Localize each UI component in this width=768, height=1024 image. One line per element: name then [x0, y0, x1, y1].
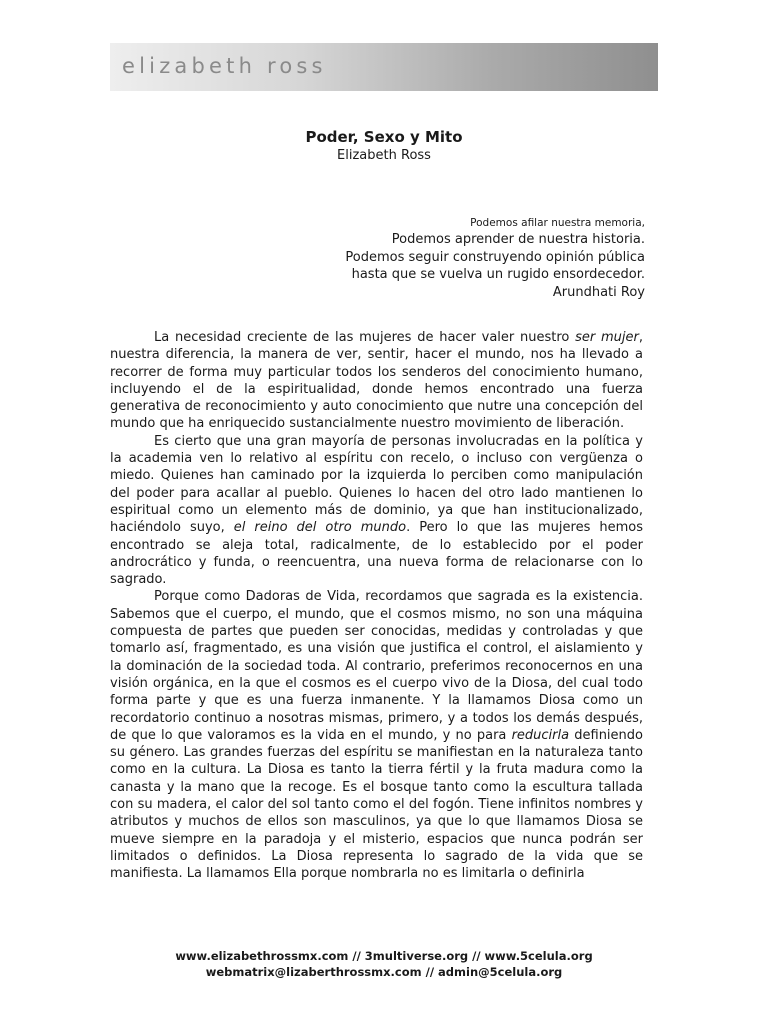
- paragraph-emphasis: reducirla: [511, 727, 570, 743]
- epigraph-line: Podemos afilar nuestra memoria,: [470, 217, 645, 229]
- document-author: Elizabeth Ross: [337, 148, 431, 163]
- paragraph-emphasis: el reino del otro mundo: [233, 520, 407, 536]
- paragraph: [110, 588, 643, 882]
- body-text: [110, 329, 643, 883]
- footer: [110, 948, 658, 980]
- brand-logo: elizabeth ross: [122, 54, 327, 78]
- paragraph-text: La necesidad creciente de las mujeres de hacer valer nuestro: [154, 330, 576, 345]
- epigraph-line: Podemos aprender de nuestra historia.: [391, 232, 645, 247]
- paragraph-text: definiendo su género. Las grandes fuerzas del espíritu se manifiestan en la naturaleza tanto como en la cultura. La Diosa es tanto la tierra fértil y la fruta madura como la canasta y la mano que la recoge. Es el bosque tanto como la escultura tallada con su madera, el calor del sol tanto como el del fogón. Tiene infinitos nombres y atributos y muchos de ellos son masculinos, ya que lo que llamamos Diosa se mueve siempre en la paradoja y el misterio, espacios que nunca podrán ser limitados o definidos. La Diosa representa lo sagrado de la vida que se manifiesta. La llamamos Ella porque nombrarla no es limitarla o definirla: [110, 727, 643, 882]
- epigraph-line: hasta que se vuelva un rugido ensordecedor.: [351, 267, 645, 282]
- document-title: Poder, Sexo y Mito: [305, 128, 463, 146]
- epigraph-line: Podemos seguir construyendo opinión pública: [345, 249, 645, 265]
- paragraph: [110, 433, 643, 589]
- footer-links[interactable]: www.elizabethrossmx.com // 3multiverse.org // www.5celula.org: [175, 949, 593, 963]
- paragraph-text: Es cierto que una gran mayoría de personas involucradas en la política y la academia ven lo relativo al espíritu con recelo, o incluso con vergüenza o miedo. Quienes han caminado por la izquierda lo perciben como manipulación del poder para acallar al pueblo. Quienes lo hacen del otro lado mantienen lo espiritual como un elemento más de dominio, ya que han institucionalizado, haciéndolo suyo,: [110, 433, 643, 536]
- paragraph-text: , nuestra diferencia, la manera de ver, sentir, hacer el mundo, nos ha llevado a recorrer de forma muy particular todos los senderos del conocimiento humano, incluyendo el de la espiritualidad, donde hemos encontrado una fuerza generativa de reconocimiento y auto conocimiento que nutre una concepción del mundo que ha enriquecido sustancialmente nuestro movimiento de liberación.: [110, 330, 643, 432]
- epigraph: [345, 215, 645, 301]
- paragraph: [110, 329, 643, 433]
- footer-emails[interactable]: webmatrix@lizaberthrossmx.com // admin@5celula.org: [205, 965, 563, 979]
- paragraph-text: Porque como Dadoras de Vida, recordamos que sagrada es la existencia. Sabemos que el cuerpo, el mundo, que el cosmos mismo, no son una máquina compuesta de partes que pueden ser conocidas, medidas y controladas y que tomarlo así, fragmentado, es una visión que justifica el control, el aislamiento y la dominación de la sociedad toda. Al contrario, preferimos reconocernos en una visión orgánica, en la que el cosmos es el cuerpo vivo de la Diosa, del cual todo forma parte y que es una fuerza inmanente. Y la llamamos Diosa como un recordatorio continuo a nosotras mismas, primero, y a todos los demás después, de que lo que valoramos es la vida en el mundo, y no para: [110, 589, 643, 743]
- paragraph-text: . Pero lo que las mujeres hemos encontrado se aleja total, radicalmente, de lo establecido por el poder androcrático y funda, o reencuentra, una nueva forma de relacionarse con lo sagrado.: [110, 520, 643, 588]
- paragraph-emphasis: ser mujer: [575, 330, 639, 345]
- epigraph-attribution: Arundhati Roy: [552, 284, 645, 300]
